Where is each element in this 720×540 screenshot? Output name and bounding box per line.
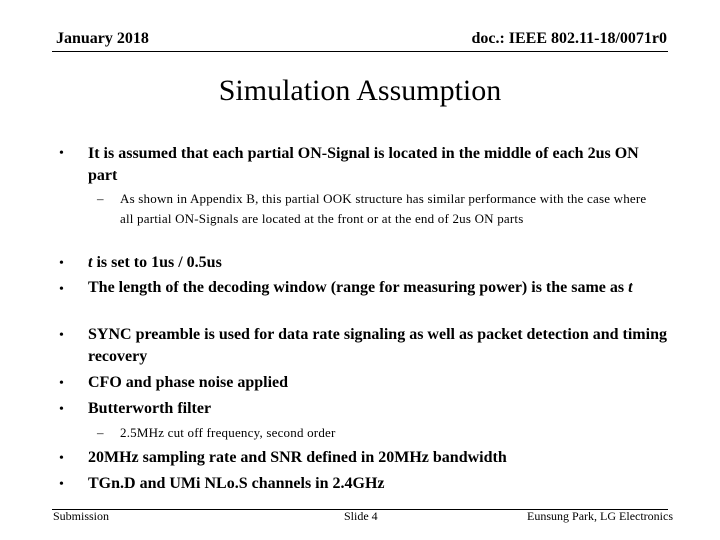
bullet-text-main: The length of the decoding window (range for measuring power) is the same as (88, 279, 625, 296)
bullet-text: CFO and phase noise applied (88, 374, 289, 391)
bullet-text: TGn.D and UMi NLo.S channels in 2.4GHz (88, 475, 385, 492)
bullet-marker: • (59, 376, 64, 391)
symbol-t: t (88, 254, 93, 271)
bullet-text-rest: is set to 1us / 0.5us (96, 254, 222, 271)
sub-bullet-text: 2.5MHz cut off frequency, second order (120, 425, 336, 440)
header-doc-id: doc.: IEEE 802.11-18/0071r0 (471, 30, 667, 47)
bullet-marker: • (59, 146, 64, 161)
bullet-text: It is assumed that each partial ON-Signal is located in the middle of each 2us ON part (88, 145, 639, 184)
bullet-marker: • (59, 328, 64, 343)
bullet-marker: • (59, 402, 64, 417)
sub-bullet-marker: – (97, 191, 104, 206)
footer-left: Submission (53, 509, 110, 523)
footer-center: Slide 4 (344, 509, 378, 523)
bullet-text: Butterworth filter (88, 400, 212, 417)
bullet-marker: • (59, 282, 64, 297)
header-date: January 2018 (56, 30, 149, 47)
bullet-text (88, 252, 673, 274)
bullet-text (88, 277, 648, 299)
sub-bullet-text: As shown in Appendix B, this partial OOK structure has similar performance with the case where all partial ON-Signals are located at the front or at the end of 2us ON parts (120, 191, 647, 226)
footer-right: Eunsung Park, LG Electronics (527, 509, 673, 523)
header-rule (52, 51, 668, 52)
bullet-text: 20MHz sampling rate and SNR defined in 20MHz bandwidth (88, 449, 507, 466)
symbol-t: t (628, 279, 633, 296)
bullet-marker: • (59, 256, 64, 271)
slide-title: Simulation Assumption (218, 74, 502, 107)
bullet-text: SYNC preamble is used for data rate signaling as well as packet detection and timing recovery (88, 326, 667, 365)
sub-bullet-marker: – (97, 425, 104, 440)
bullet-marker: • (59, 451, 64, 466)
bullet-marker: • (59, 477, 64, 492)
